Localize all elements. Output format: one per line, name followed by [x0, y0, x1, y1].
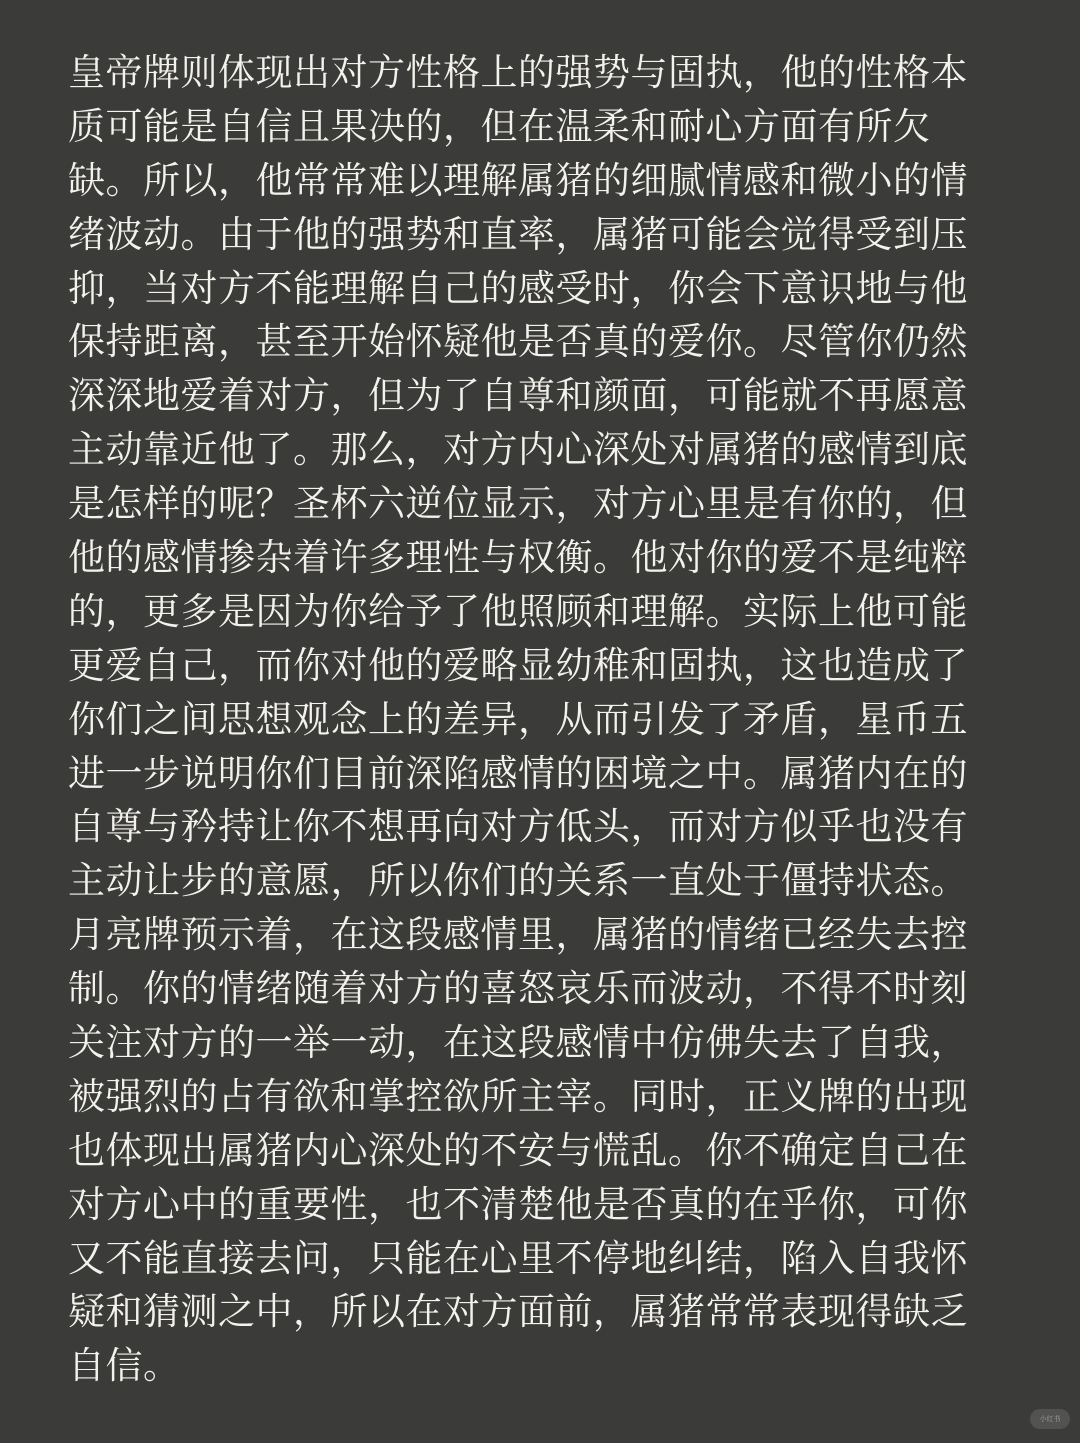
text-line: 质可能是自信且果决的，但在温柔和耐心方面有所欠: [68, 104, 931, 148]
text-line: 皇帝牌则体现出对方性格上的强势与固执，他的性格本: [68, 51, 968, 94]
text-line: 绪波动。由于他的强势和直率，属猪可能会觉得受到压: [68, 212, 968, 256]
text-line: 月亮牌预示着，在这段感情里，属猪的情绪已经失去控: [68, 913, 968, 957]
text-line: 自尊与矜持让你不想再向对方低头，而对方似乎也没有: [68, 805, 968, 849]
text-line: 进一步说明你们目前深陷感情的困境之中。属猪内在的: [68, 751, 968, 795]
text-line: 是怎样的呢？圣杯六逆位显示，对方心里是有你的，但: [68, 482, 968, 526]
text-line: 关注对方的一举一动，在这段感情中仿佛失去了自我，: [68, 1021, 968, 1065]
text-line: 制。你的情绪随着对方的喜怒哀乐而波动，不得不时刻: [68, 967, 968, 1011]
text-line: 保持距离，甚至开始怀疑他是否真的爱你。尽管你仍然: [68, 320, 968, 364]
text-line: 主动靠近他了。那么，对方内心深处对属猪的感情到底: [68, 428, 968, 472]
text-line: 他的感情掺杂着许多理性与权衡。他对你的爱不是纯粹: [68, 536, 968, 580]
article-text: [68, 46, 1018, 1393]
text-line: 疑和猜测之中，所以在对方面前，属猪常常表现得缺乏: [68, 1290, 968, 1334]
text-line: 你们之间思想观念上的差异，从而引发了矛盾，星币五: [68, 697, 968, 741]
text-line: 的，更多是因为你给予了他照顾和理解。实际上他可能: [68, 589, 968, 633]
text-line: 又不能直接去问，只能在心里不停地纠结，陷入自我怀: [68, 1236, 968, 1280]
watermark-logo: 小红书: [1030, 1409, 1070, 1429]
text-line: 被强烈的占有欲和掌控欲所主宰。同时，正义牌的出现: [68, 1074, 968, 1118]
text-line: 主动让步的意愿，所以你们的关系一直处于僵持状态。: [68, 859, 968, 903]
text-line: 也体现出属猪内心深处的不安与慌乱。你不确定自己在: [68, 1128, 968, 1172]
text-line: 自信。: [68, 1344, 181, 1388]
text-line: 缺。所以，他常常难以理解属猪的细腻情感和微小的情: [68, 158, 968, 202]
text-line: 抑，当对方不能理解自己的感受时，你会下意识地与他: [68, 266, 968, 310]
text-line: 更爱自己，而你对他的爱略显幼稚和固执，这也造成了: [68, 643, 968, 687]
text-line: 对方心中的重要性，也不清楚他是否真的在乎你，可你: [68, 1182, 968, 1226]
text-line: 深深地爱着对方，但为了自尊和颜面，可能就不再愿意: [68, 374, 968, 418]
